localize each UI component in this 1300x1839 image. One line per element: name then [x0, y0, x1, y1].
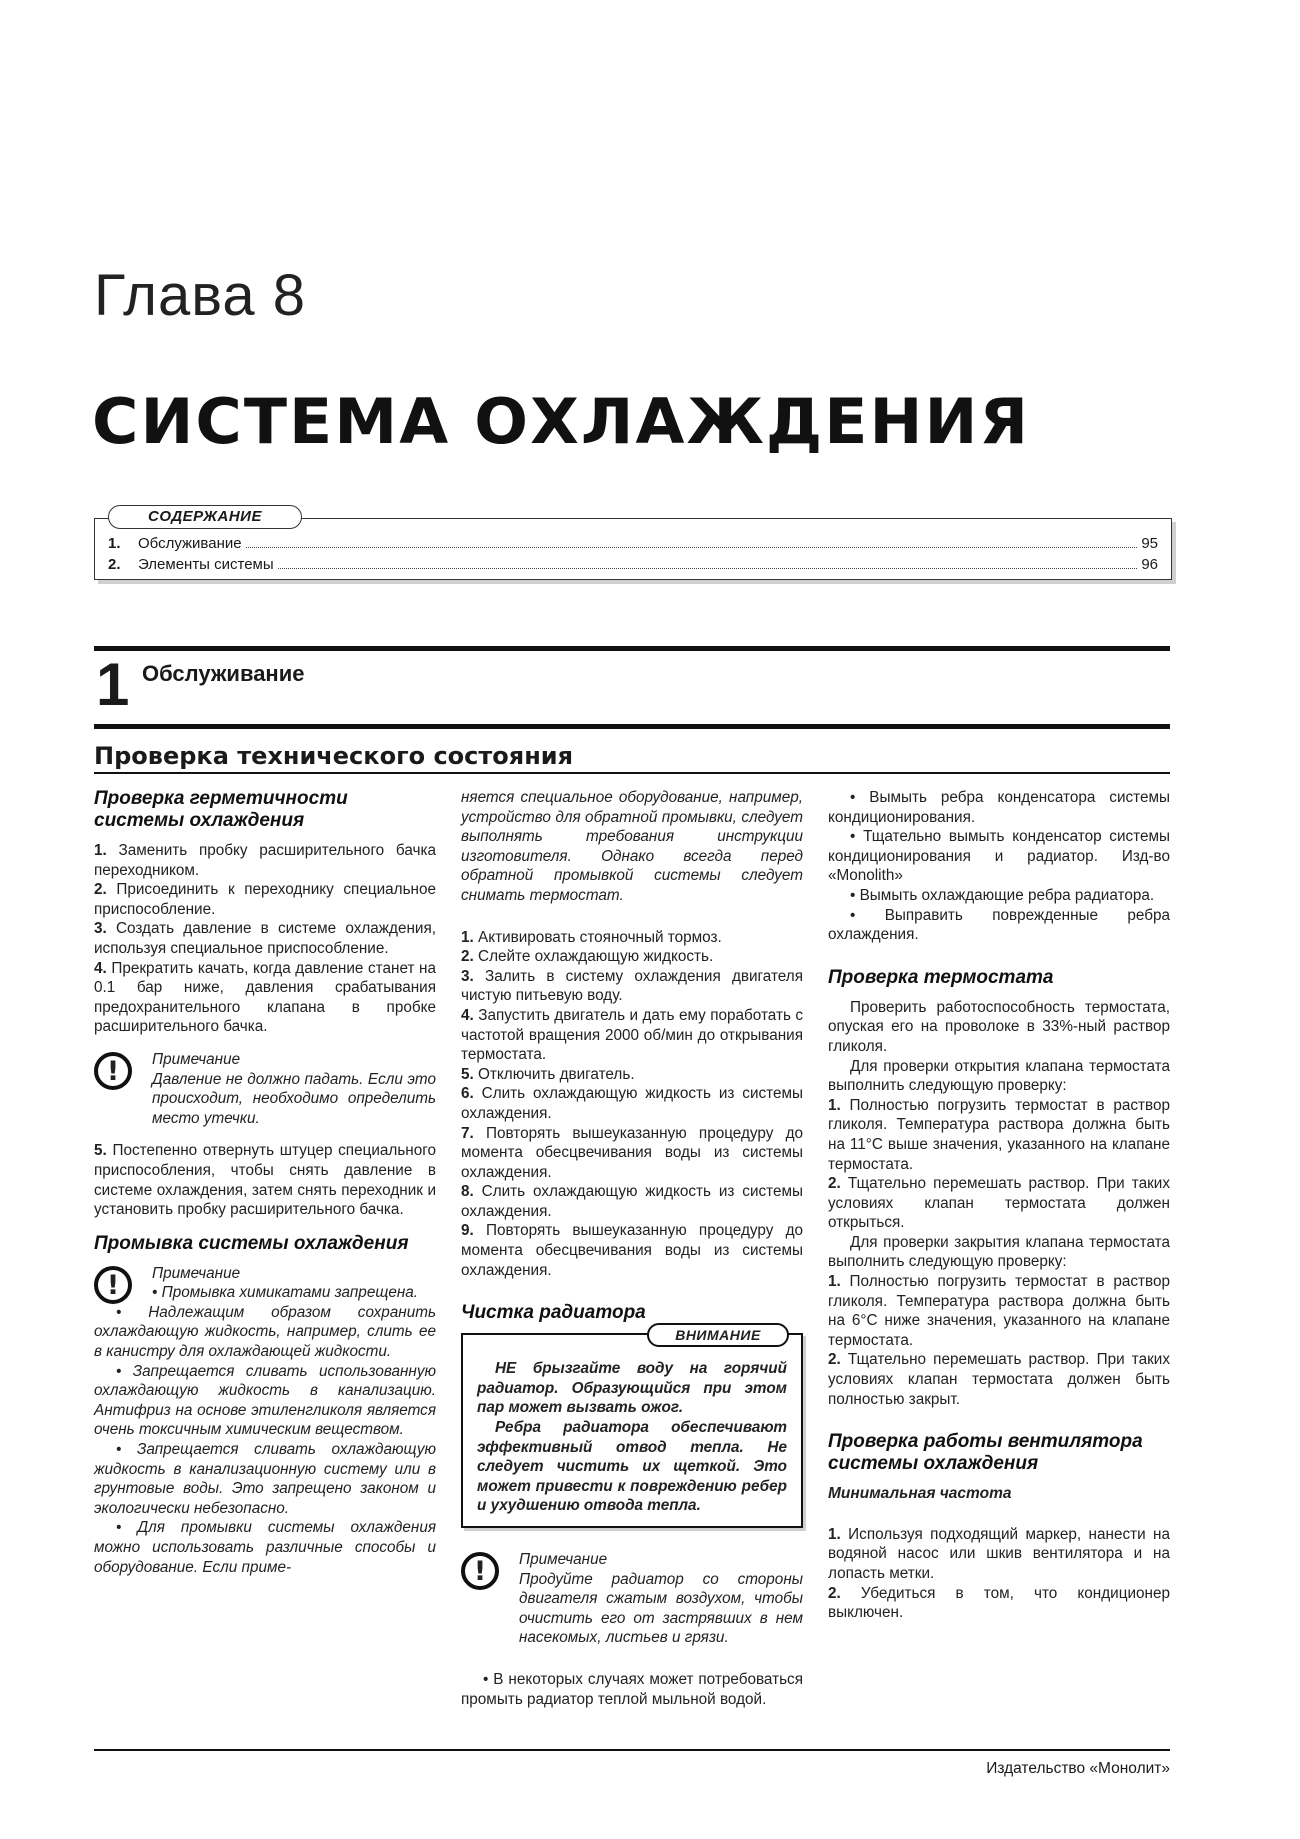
step — [461, 1006, 803, 1065]
step-text: Активировать стояночный тормоз. — [478, 928, 722, 946]
section-rule-bottom — [94, 724, 1170, 729]
note-title: Примечание — [152, 1264, 241, 1282]
step-num: 7. — [461, 1124, 474, 1142]
step-num: 9. — [461, 1222, 474, 1240]
note-title: Примечание — [519, 1551, 608, 1568]
toc-item-title: Элементы системы — [138, 556, 274, 573]
subsection-rule — [94, 772, 1170, 774]
step-num: 8. — [461, 1183, 474, 1201]
heading-min-speed: Минимальная частота — [828, 1485, 1012, 1503]
heading-fan: Проверка работы вентилятора системы охлаждения — [828, 1431, 1143, 1475]
section-rule-top — [94, 646, 1170, 651]
note-title: Примечание — [152, 1050, 241, 1068]
step-text: Слейте охлаждающую жидкость. — [478, 948, 714, 966]
step-text: Используя подходящий маркер, нанести на водяной насос или шкив вентилятора и на лопасть метки. — [828, 1525, 1171, 1582]
step — [461, 947, 803, 967]
step-num: 2. — [94, 881, 107, 899]
step — [828, 1350, 1170, 1409]
step-text: Полностью погрузить термостат в раствор гликоля. Температура раствора должна быть на 11°С выше значения, указанного на клапане термостата. — [828, 1096, 1170, 1173]
bullet-item: • В некоторых случаях может потребоваться промыть радиатор теплой мыльной водой. — [461, 1670, 803, 1708]
section-number: 1 — [96, 651, 130, 718]
step-text: Повторять вышеуказанную процедуру до момента обесцвечивания воды из системы охлаждения. — [461, 1222, 804, 1279]
toc-item[interactable] — [108, 532, 1158, 552]
heading-thermostat: Проверка термостата — [828, 966, 1054, 988]
toc-heading: СОДЕРЖАНИЕ — [108, 505, 302, 529]
step-num: 5. — [94, 1142, 107, 1160]
bullet-item: • Вымыть ребра конденсатора системы кондиционирования. — [828, 789, 1170, 826]
step-text: Прекратить качать, когда давление станет на 0.1 бар ниже, давления срабатывания предохранительного клапана в пробке расширительного бачка. — [94, 959, 436, 1036]
chapter-label: Глава 8 — [94, 263, 307, 328]
step — [828, 1584, 1170, 1623]
warning-box — [461, 1327, 803, 1528]
toc-item-num: 1. — [108, 535, 121, 552]
step — [828, 1272, 1170, 1350]
toc-item[interactable] — [108, 553, 1158, 573]
step-text: Запустить двигатель и дать ему поработать с частотой вращения 2000 об/мин до открывания термостата. — [461, 1006, 803, 1064]
step-num: 2. — [461, 948, 474, 966]
step-num: 6. — [461, 1085, 474, 1103]
step-text: Создать давление в системе охлаждения, используя специальное приспособление. — [94, 920, 436, 957]
column-3 — [828, 788, 1170, 1623]
paragraph: Проверить работоспособность термостата, опуская его на проволоке в 33%-ный раствор гликоля. — [828, 998, 1170, 1055]
step-num: 3. — [461, 967, 474, 985]
step — [94, 919, 436, 958]
subsection-title: Проверка технического состояния — [94, 742, 574, 770]
bullet-item: • Тщательно вымыть конденсатор системы кондиционирования и радиатор. Изд-во «Monolith» — [828, 828, 1170, 885]
toc-item-page: 96 — [1141, 556, 1158, 573]
chapter-title: СИСТЕМА ОХЛАЖДЕНИЯ — [92, 385, 1031, 458]
column-1 — [94, 788, 436, 1577]
step-text: Слить охлаждающую жидкость из системы охлаждения. — [461, 1085, 803, 1122]
step — [461, 1084, 803, 1123]
toc-leader — [278, 568, 1138, 569]
toc-item-title: Обслуживание — [138, 535, 242, 552]
step-text: Слить охлаждающую жидкость из системы охлаждения. — [461, 1183, 803, 1220]
step-num: 3. — [94, 920, 107, 938]
step — [94, 959, 436, 1037]
publisher-footer: Издательство «Монолит» — [986, 1760, 1170, 1777]
paragraph: Для проверки закрытия клапана термостата выполнить следующую проверку: — [828, 1233, 1170, 1271]
paragraph: Для проверки открытия клапана термостата выполнить следующую проверку: — [828, 1057, 1170, 1095]
column-2 — [461, 788, 803, 1709]
step — [94, 1141, 436, 1219]
step-text: Заменить пробку расширительного бачка переходником. — [94, 842, 436, 879]
section-title: Обслуживание — [142, 661, 305, 686]
step-num: 5. — [461, 1065, 474, 1083]
bullet-item: • Вымыть охлаждающие ребра радиатора. — [850, 886, 1155, 904]
step-num: 2. — [828, 1584, 841, 1602]
step — [94, 880, 436, 919]
step-text: Убедиться в том, что кондиционер выключен. — [828, 1584, 1170, 1622]
step-num: 1. — [461, 928, 474, 946]
step — [461, 967, 803, 1006]
step-text: Присоединить к переходнику специальное приспособление. — [94, 881, 437, 918]
warning-title: ВНИМАНИЕ — [647, 1323, 789, 1347]
heading-flush: Промывка системы охлаждения — [94, 1232, 409, 1254]
note-item: • Надлежащим образом сохранить охлаждающую жидкость, например, слить ее в канистру для охлаждающей жидкости. — [94, 1303, 436, 1361]
step-num: 1. — [94, 842, 107, 859]
toc-item-num: 2. — [108, 556, 121, 573]
step-text: Полностью погрузить термостат в раствор гликоля. Температура раствора должна быть на 6°С ниже значения, указанного на клапане термостата. — [828, 1273, 1170, 1349]
step-num: 2. — [828, 1175, 841, 1193]
step-text: Постепенно отвернуть штуцер специального приспособления, чтобы снять давление в системе охлаждения, затем снять переходник и установить пробку расширительного бачка. — [94, 1142, 437, 1219]
warning-text: Ребра радиатора обеспечивают эффективный отвод тепла. Не следует чистить их щеткой. Это может привести к повреждению ребер и ухудшению отвода тепла. — [477, 1419, 787, 1515]
warning-text: НЕ брызгайте воду на горячий радиатор. Образующийся при этом пар может вызвать ожог. — [477, 1360, 787, 1417]
note — [461, 1550, 803, 1648]
step — [828, 1174, 1170, 1233]
step — [461, 1124, 803, 1183]
step — [94, 841, 436, 880]
note — [94, 1050, 436, 1128]
step-num: 1. — [828, 1525, 841, 1543]
step-num: 4. — [94, 959, 107, 977]
note-body: Давление не должно падать. Если это происходит, необходимо определить место утечки. — [152, 1070, 436, 1127]
step-num: 1. — [828, 1273, 841, 1291]
note-body: Продуйте радиатор со стороны двигателя сжатым воздухом, чтобы очистить его от застрявших в нем насекомых, листьев и грязи. — [519, 1570, 803, 1647]
note-item: • Промывка химикатами запрещена. — [152, 1284, 419, 1302]
exclamation-icon: ! — [94, 1266, 132, 1304]
step-text: Повторять вышеуказанную процедуру до момента обесцвечивания воды из системы охлаждения. — [461, 1124, 804, 1181]
step-num: 1. — [828, 1096, 841, 1114]
note-item: • Запрещается сливать охлаждающую жидкость в канализационную систему или в грунтовые воды. Это запрещено законом и экологически небезопасно. — [94, 1441, 436, 1517]
step — [461, 928, 803, 948]
toc-leader — [246, 547, 1138, 548]
step — [461, 1221, 803, 1280]
bullet-item: • Выправить поврежденные ребра охлаждения. — [828, 906, 1170, 944]
note-item: • Запрещается сливать использованную охлаждающую жидкость в канализацию. Антифриз на основе этиленгликоля является очень токсичным химическим веществом. — [94, 1362, 436, 1439]
heading-radiator: Чистка радиатора — [461, 1302, 646, 1324]
note — [94, 1264, 436, 1578]
note-item: • Для промывки системы охлаждения можно использовать различные способы и оборудование. Если приме- — [94, 1519, 436, 1576]
step-text: Отключить двигатель. — [478, 1065, 635, 1083]
step — [461, 1182, 803, 1221]
step-num: 4. — [461, 1006, 474, 1024]
step-num: 2. — [828, 1351, 841, 1369]
exclamation-icon: ! — [94, 1052, 132, 1090]
flush-continuation: няется специальное оборудование, например, устройство для обратной промывки, следует выполнять требования инструкции изготовителя. Однако всегда перед обратной промывкой системы следует снимать термостат. — [461, 789, 803, 904]
heading-tightness: Проверка герметичности системы охлаждения — [94, 788, 348, 831]
step — [828, 1096, 1170, 1174]
footer-rule — [94, 1749, 1170, 1751]
step — [461, 1065, 803, 1085]
exclamation-icon: ! — [461, 1552, 499, 1590]
step-text: Тщательно перемешать раствор. При таких условиях клапан термостата должен открыться. — [828, 1175, 1170, 1232]
step — [828, 1525, 1170, 1584]
toc-item-page: 95 — [1141, 535, 1158, 552]
step-text: Тщательно перемешать раствор. При таких условиях клапан термостата должен быть полностью закрыт. — [828, 1351, 1170, 1408]
step-text: Залить в систему охлаждения двигателя чистую питьевую воду. — [461, 967, 803, 1005]
